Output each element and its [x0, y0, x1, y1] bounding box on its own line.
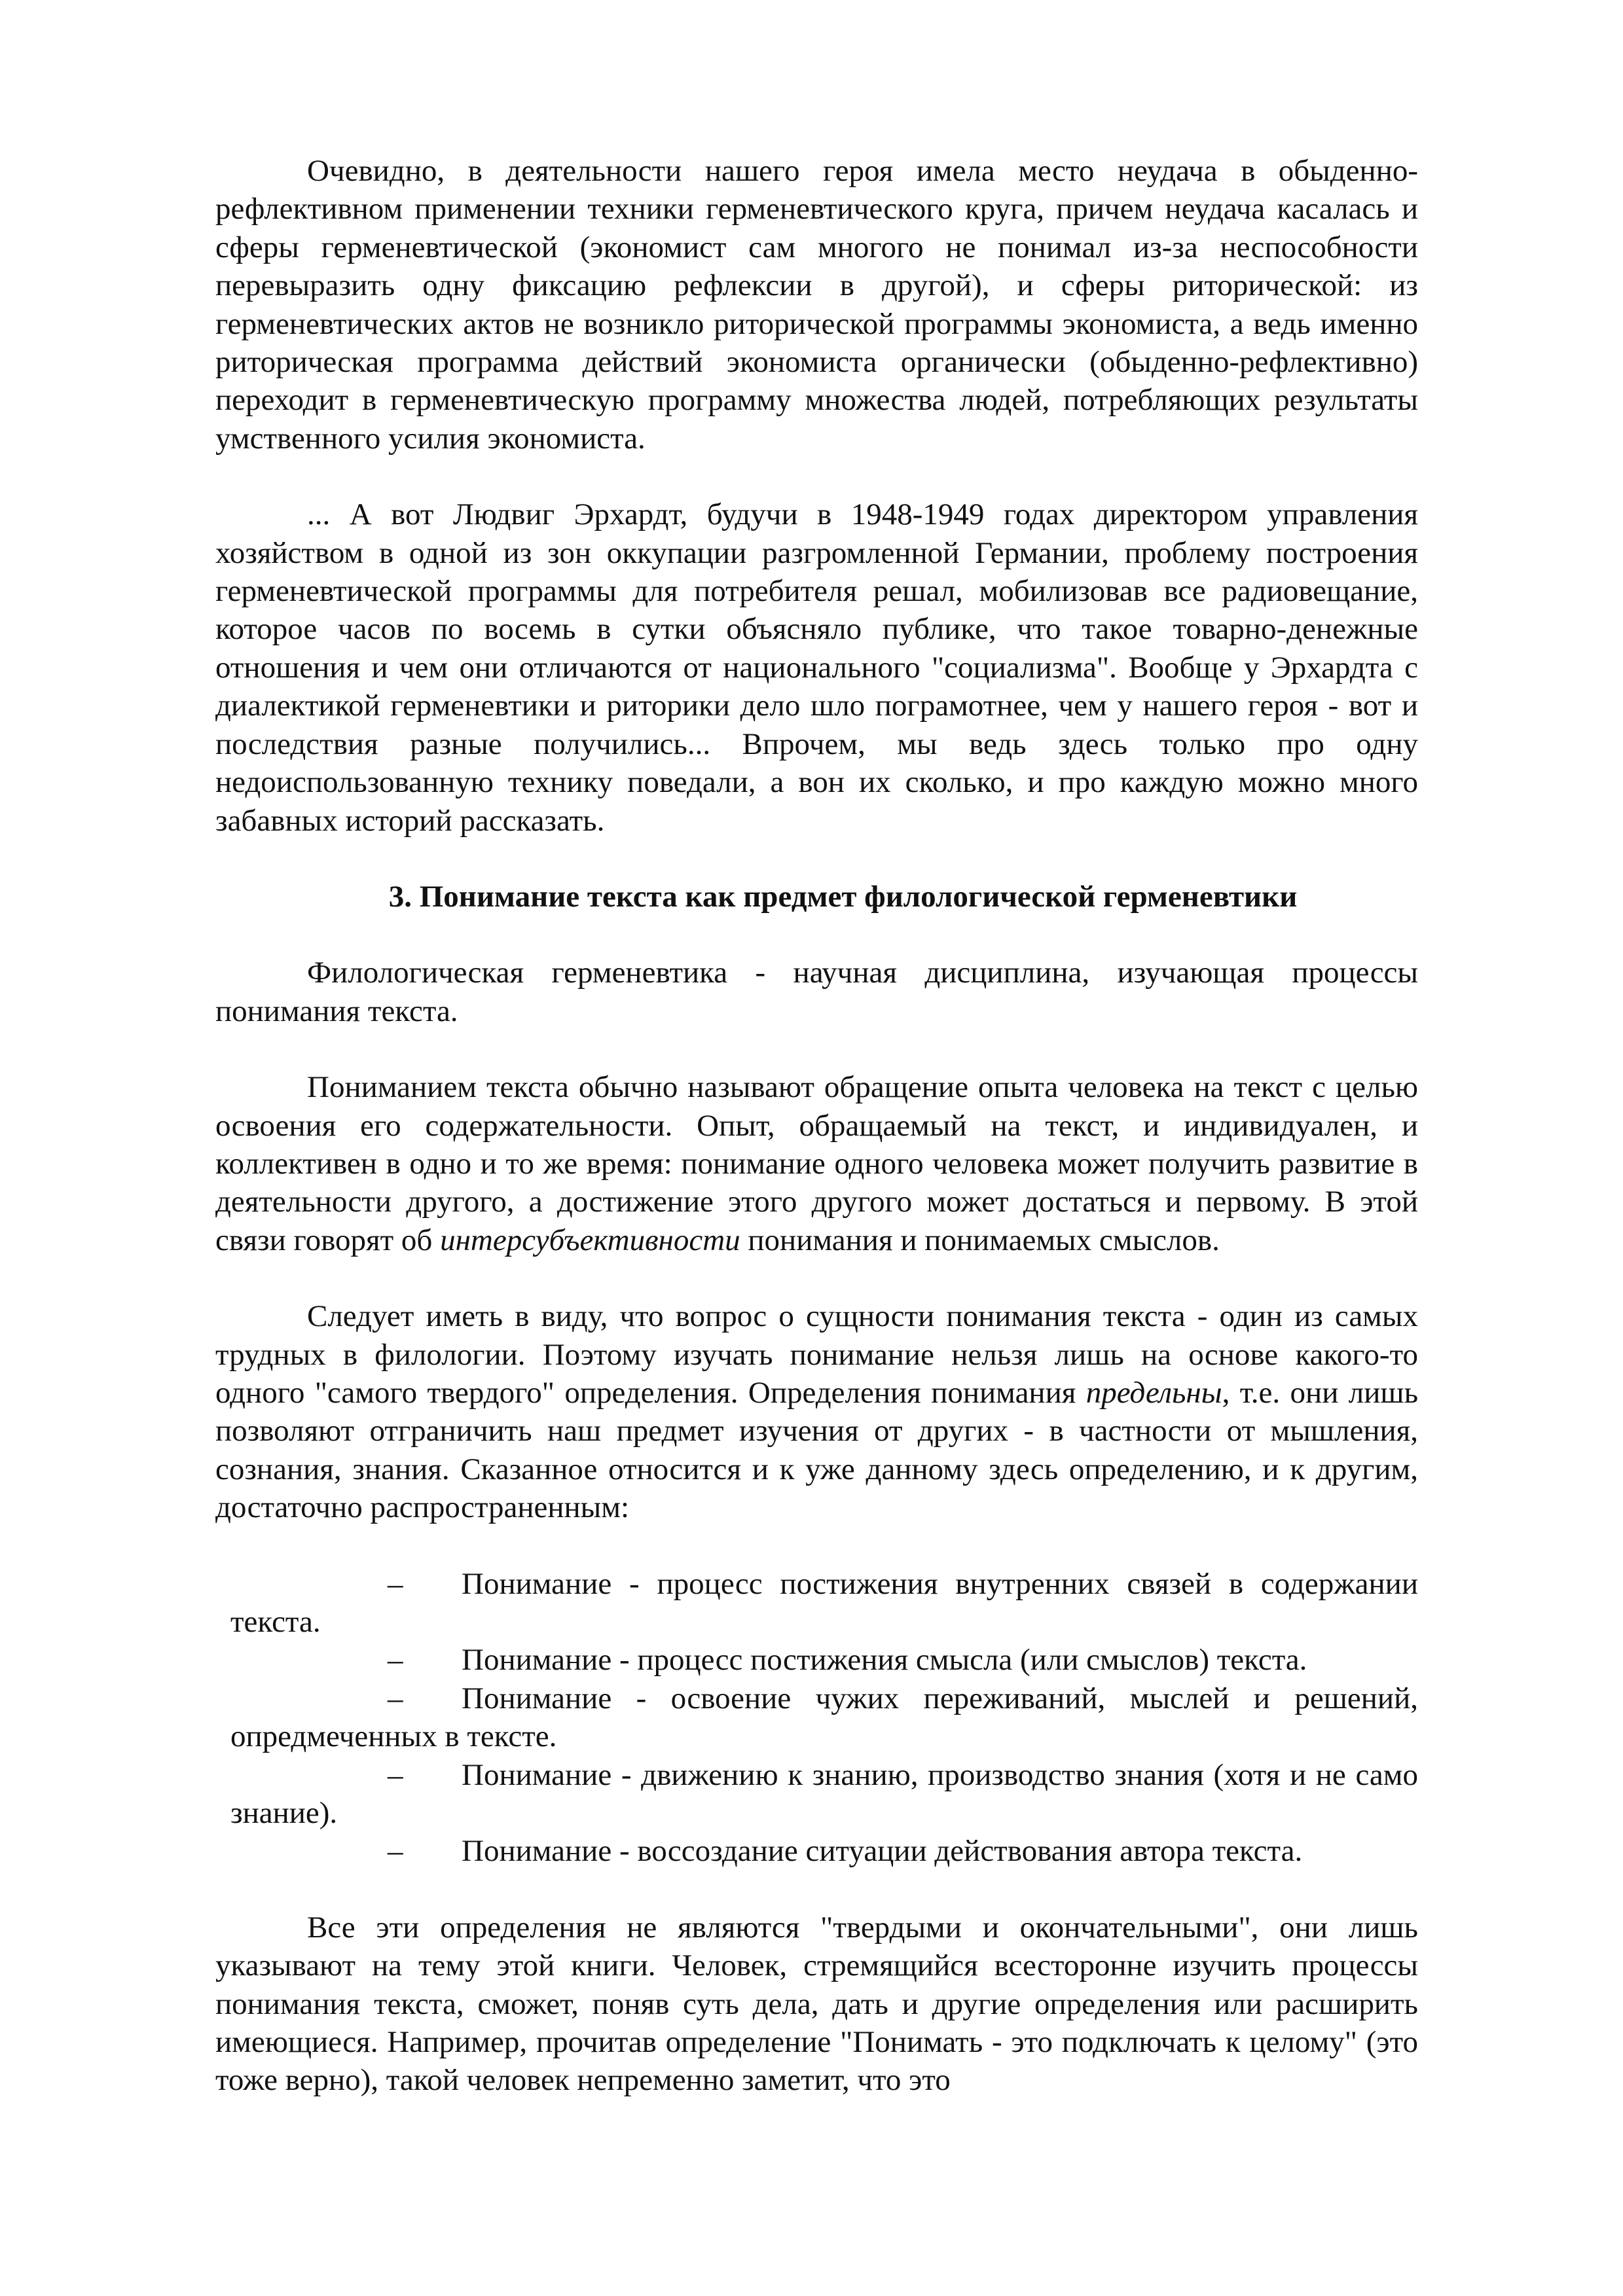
list-dash: – [388, 1643, 403, 1677]
italic-term-intersubjectivity: интерсубъективности [440, 1223, 740, 1257]
definition-item [215, 1756, 1418, 1833]
list-dash: – [388, 1566, 403, 1601]
definition-text: Понимание - процесс постижения внутренних связей в содержании текста. [230, 1566, 1418, 1639]
definitions-list [215, 1565, 1418, 1871]
list-dash: – [388, 1681, 403, 1715]
definition-item [215, 1832, 1418, 1870]
paragraph-understanding-definition [215, 1068, 1418, 1259]
paragraph-philological-hermeneutics: Филологическая герменевтика - научная дисциплина, изучающая процессы понимания текста. [215, 956, 1418, 1028]
paragraph-erhard: ... А вот Людвиг Эрхардт, будучи в 1948-1949 годах директором управления хозяйством в одной из зон оккупации разгромленной Германии, проблему построения герменевтической программы для потребителя решал, мобилизовав все радиовещание, которое часов по восемь в сутки объясняло публике, что такое товарно-денежные отношения и чем они отличаются от национального "социализма". Вообще у Эрхардта с диалектикой герменевтики и риторики дело шло пограмотнее, чем у нашего героя - вот и последствия разные получились... Впрочем, мы ведь здесь только про одну недоиспользованную технику поведали, а вон их сколько, и про каждую можно много забавных историй рассказать. [215, 497, 1418, 838]
italic-term-limiting: предельны [1085, 1375, 1222, 1410]
section-heading: 3. Понимание текста как предмет филологической герменевтики [388, 879, 1298, 914]
paragraph-text-after-term: понимания и понимаемых смыслов. [740, 1223, 1220, 1257]
paragraph-text-before-term: Пониманием текста обычно называют обращение опыта человека на текст с целью освоения его содержательности. Опыт, обращаемый на текст, и индивидуален, и коллективен в одно и то же время: понимание одного человека может получить развитие в деятельности другого, а достижение этого другого может достаться и первому. В этой связи говорят об [215, 1070, 1418, 1257]
list-dash: – [388, 1834, 403, 1869]
definition-item [215, 1679, 1418, 1756]
definition-text: Понимание - воссоздание ситуации действования автора текста. [462, 1834, 1303, 1869]
paragraph-limit-definitions [215, 1297, 1418, 1526]
paragraph-not-final-definitions: Все эти определения не являются "твердыми и окончательными", они лишь указывают на тему этой книги. Человек, стремящийся всесторонне изучить процессы понимания текста, сможет, поняв суть дела, дать и другие определения или расширить имеющиеся. Например, прочитав определение "Понимать - это подключать к целому" (это тоже верно), такой человек непременно заметит, что это [215, 1910, 1418, 2098]
definition-text: Понимание - движению к знанию, производство знания (хотя и не само знание). [230, 1757, 1418, 1831]
text-column [215, 152, 1418, 2100]
list-dash: – [388, 1757, 403, 1792]
definition-text: Понимание - освоение чужих переживаний, мыслей и решений, опредмеченных в тексте. [230, 1681, 1418, 1754]
definition-item [215, 1641, 1418, 1679]
definition-text: Понимание - процесс постижения смысла (или смыслов) текста. [462, 1643, 1307, 1677]
paragraph-text-after-term: , т.е. они лишь позволяют отграничить наш предмет изучения от других - в частности от мышления, сознания, знания. Сказанное относится и к уже данному здесь определению, и к другим, достаточно распространенным: [215, 1375, 1419, 1525]
paragraph-hermeneutic-failure: Очевидно, в деятельности нашего героя имела место неудача в обыденно-рефлективном применении техники герменевтического круга, причем неудача касалась и сферы герменевтической (экономист сам многого не понимал из-за неспособности перевыразить одну фиксацию рефлексии в другой), и сферы риторической: из герменевтических актов не возникло риторической программы экономиста, а ведь именно риторическая программа действий экономиста органически (обыденно-рефлективно) переходит в герменевтическую программу множества людей, потребляющих результаты умственного усилия экономиста. [215, 154, 1418, 456]
paragraph-text-before-term: Следует иметь в виду, что вопрос о сущности понимания текста - один из самых трудных в филологии. Поэтому изучать понимание нельзя лишь на основе какого-то одного "самого твердого" определения. Определения понимания [215, 1299, 1418, 1410]
definition-item [215, 1565, 1418, 1641]
